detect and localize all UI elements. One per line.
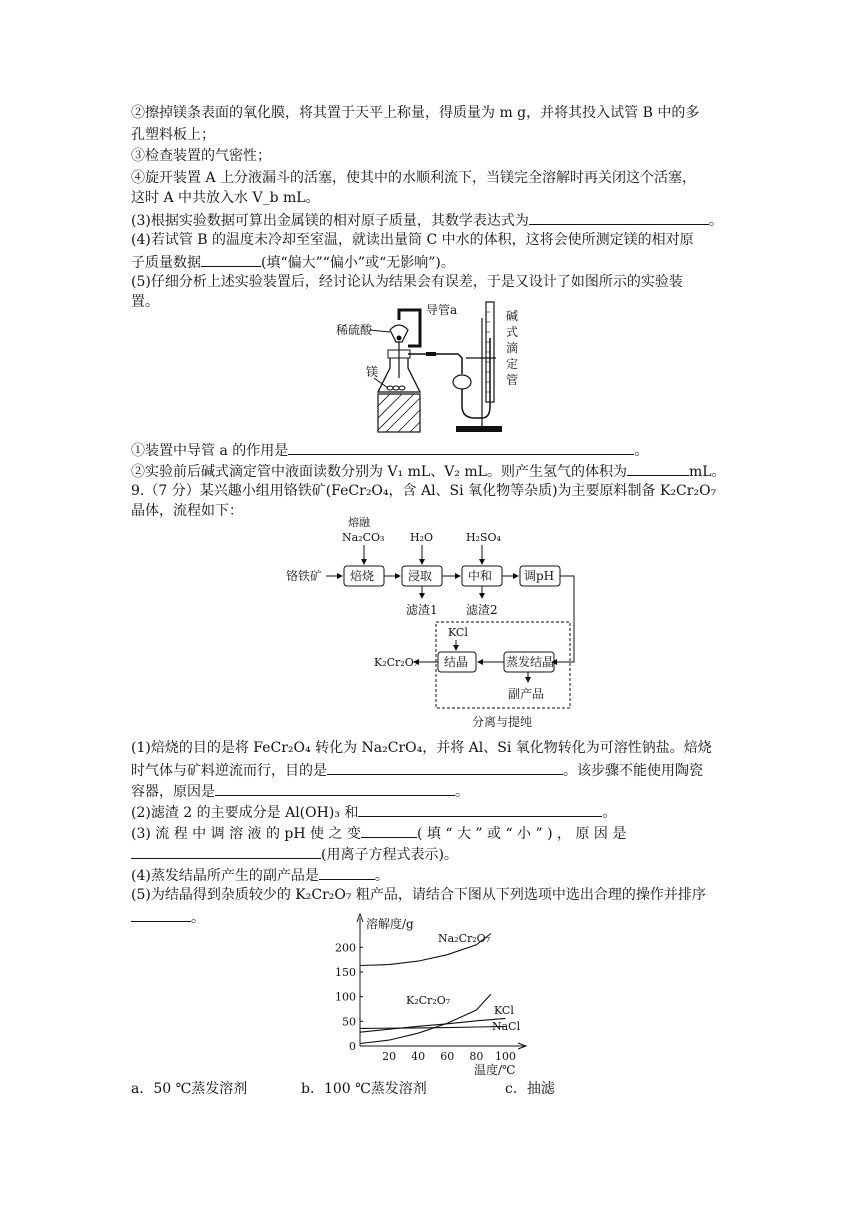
solubility-chart (326, 910, 556, 1078)
step-2-line: ②擦掉镁条表面的氧化膜，将其置于天平上称量，得质量为 m g，并将其投入试管 B 中的多 (131, 105, 700, 121)
burette-label-1: 碱 (506, 309, 519, 323)
question-9-4-text: (4)蒸发结晶所产生的副产品是 (131, 868, 319, 884)
leveling-bulb (453, 375, 471, 389)
residue-1: 滤渣1 (406, 603, 438, 617)
stopcock-icon (397, 336, 402, 341)
step-leach: 浸取 (408, 569, 433, 583)
kcl-label: KCl (448, 626, 468, 639)
byproduct-label: 副产品 (508, 687, 545, 701)
step-neutralize: 中和 (468, 569, 493, 583)
x-tick-label: 100 (494, 1050, 516, 1063)
reagent-3: H₂SO₄ (466, 531, 501, 544)
question-4-text: 子质量数据 (131, 255, 201, 271)
x-tick-label: 60 (440, 1050, 455, 1063)
arrow (552, 576, 574, 662)
step-roast: 焙烧 (350, 569, 375, 583)
y-tick-label: 200 (335, 941, 356, 955)
punct: 。 (602, 805, 617, 821)
delivery-tube (408, 354, 462, 374)
apparatus-figure (330, 298, 540, 436)
option-a[interactable]: a．50 ℃蒸发溶剂 (131, 1081, 248, 1097)
answer-blank[interactable] (358, 802, 602, 817)
tube-a-label: 导管a (426, 303, 458, 317)
question-4-hint: (填“偏大”“偏小”或“无影响”)。 (261, 255, 455, 271)
option-c[interactable]: c．抽滤 (505, 1081, 555, 1097)
burette-label-3: 滴 (506, 341, 519, 355)
answer-blank[interactable] (529, 210, 709, 225)
punct: 。 (634, 443, 649, 459)
question-9-1-text-2: 。该步骤不能使用陶瓷 (563, 763, 703, 779)
y-tick-label: 100 (335, 990, 356, 1004)
reagent-1a: 熔融 (348, 516, 370, 529)
answer-blank[interactable] (131, 907, 191, 922)
question-4: (4)若试管 B 的温度未冷却至室温，就读出量筒 C 中水的体积，这将会使所测定镁的相对原 (131, 232, 694, 248)
y-tick-label: 0 (349, 1040, 356, 1053)
question-5-1 (131, 440, 741, 461)
step-crystal: 结晶 (444, 655, 469, 669)
question-9-5: (5)为结晶得到杂质较少的 K₂Cr₂O₇ 粗产品，请结合下图从下列选项中选出合理的操作并排序 (131, 887, 706, 903)
step-evap: 蒸发结晶 (506, 655, 555, 669)
option-b[interactable]: b．100 ℃蒸发溶剂 (301, 1081, 427, 1097)
answer-blank[interactable] (327, 760, 563, 775)
residue-2: 滤渣2 (466, 603, 498, 617)
question-9-2 (131, 802, 741, 823)
step-4-line-cont: 这时 A 中共放入水 V_b mL。 (131, 190, 320, 206)
question-5-2-text: ②实验前后碱式滴定管中液面读数分别为 V₁ mL、V₂ mL。则产生氢气的体积为 (131, 464, 627, 480)
burette-label-5: 管 (506, 373, 519, 387)
step-4-line: ④旋开装置 A 上分液漏斗的活塞，使其中的水顺利流下，当镁完全溶解时再关闭这个活塞， (131, 170, 697, 186)
unit: mL。 (688, 464, 726, 480)
question-9-cont: 晶体，流程如下： (131, 503, 243, 519)
x-tick-label: 40 (411, 1050, 426, 1063)
series-label: KCl (494, 1004, 514, 1017)
stand-base (456, 426, 502, 432)
step-3-line: ③检查装置的气密性； (131, 148, 271, 164)
question-9-1: (1)焙烧的目的是将 FeCr₂O₄ 转化为 Na₂CrO₄，并将 Al、Si 氧化物转化为可溶性钠盐。焙烧 (131, 740, 712, 756)
question-9-1-cont2 (131, 781, 741, 802)
x-axis-label: 温度/℃ (474, 1063, 516, 1077)
question-5-1-text: ①装置中导管 a 的作用是 (131, 443, 289, 459)
answer-blank[interactable] (319, 865, 375, 880)
series-line (360, 1026, 506, 1028)
burette-label-2: 式 (506, 325, 519, 339)
mg-label: 镁 (366, 365, 379, 379)
series-label: K₂Cr₂O₇ (406, 994, 451, 1007)
y-tick-label: 150 (335, 965, 356, 979)
question-9-1-cont (131, 760, 741, 781)
mg-pieces (387, 386, 405, 390)
question-9: 9.（7 分）某兴趣小组用铬铁矿(FeCr₂O₄，含 Al、Si 氧化物等杂质)为主要原料制备 K₂Cr₂O₇ (131, 483, 717, 499)
answer-blank[interactable] (215, 781, 455, 796)
x-tick-label: 20 (382, 1050, 397, 1063)
punct: 。 (374, 868, 389, 884)
punct: 。 (708, 213, 723, 229)
series-line (360, 1018, 506, 1032)
question-9-4 (131, 865, 741, 886)
product-label: K₂Cr₂O₇ (374, 656, 419, 669)
question-3-text: (3)根据实验数据可算出金属镁的相对原子质量，其数学表达式为 (131, 213, 529, 229)
reagent-2: H₂O (410, 531, 434, 544)
burette-label-4: 定 (506, 357, 519, 371)
question-9-3-cont (131, 844, 741, 865)
question-5: (5)仔细分析上述实验装置后，经讨论认为结果会有误差，于是又设计了如图所示的实验装 (131, 274, 683, 290)
step-2-line-cont: 孔塑料板上； (131, 127, 215, 143)
acid-label: 稀硫酸 (336, 323, 373, 337)
question-5-2 (131, 461, 741, 482)
question-9-1-text: 时气体与矿料逆流而行，目的是 (131, 763, 327, 779)
answer-blank[interactable] (201, 252, 261, 267)
question-4-cont (131, 252, 741, 273)
ore-label: 铬铁矿 (286, 569, 323, 583)
question-9-2-text: (2)滤渣 2 的主要成分是 Al(OH)₃ 和 (131, 805, 359, 821)
block-hatch (378, 394, 420, 432)
leader-line (370, 330, 390, 332)
x-tick-label: 80 (469, 1050, 484, 1063)
y-tick-label: 50 (342, 1015, 356, 1029)
punct: 。 (455, 784, 469, 800)
answer-blank[interactable] (131, 844, 321, 859)
y-axis-label: 溶解度/g (366, 917, 414, 931)
question-9-3-note: (用离子方程式表示)。 (321, 847, 458, 863)
tube-joint (426, 352, 436, 356)
step-ph: 调pH (524, 569, 555, 583)
question-9-1-text-3: 容器，原因是 (131, 784, 215, 800)
answer-blank[interactable] (288, 440, 634, 455)
question-9-3 (131, 823, 741, 844)
series-label: NaCl (492, 1020, 521, 1033)
answer-blank[interactable] (361, 823, 417, 838)
box-caption: 分离与提纯 (472, 715, 533, 729)
question-9-3-text: (3) 流 程 中 调 溶 液 的 pH 使 之 变 (131, 826, 361, 842)
question-3 (131, 210, 741, 231)
punct: 。 (191, 910, 205, 926)
flowchart (282, 514, 582, 734)
question-5-cont: 置。 (131, 294, 159, 310)
question-9-3-hint: ( 填 “ 大 ” 或 “ 小 ” ) ， 原 因 是 (416, 826, 627, 842)
reagent-1b: Na₂CO₃ (342, 531, 385, 544)
answer-blank[interactable] (627, 461, 689, 476)
series-label: Na₂Cr₂O₇ (438, 932, 491, 945)
